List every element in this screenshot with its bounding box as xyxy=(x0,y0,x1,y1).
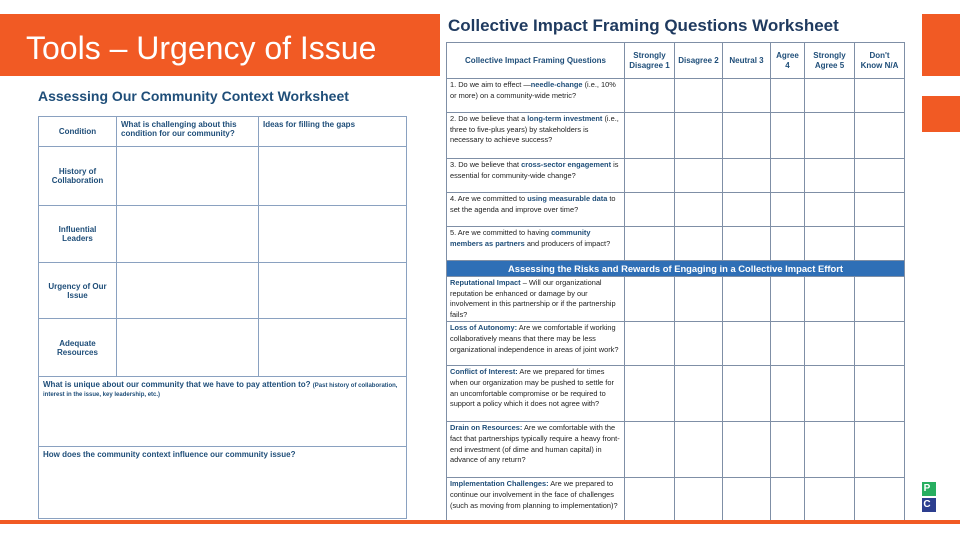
table-row xyxy=(447,79,905,113)
logo-bottom-block: C xyxy=(918,498,936,512)
table-row xyxy=(447,478,905,520)
table-row xyxy=(447,227,905,261)
header-agree: Agree 4 xyxy=(771,43,805,79)
table-row xyxy=(39,206,407,263)
table-row xyxy=(447,113,905,159)
header-ideas: Ideas for filling the gaps xyxy=(259,117,407,147)
table-cell xyxy=(117,206,259,263)
risk-cell: Loss of Autonomy: Are we comfortable if working collaboratively means that there may be less organizational independence in areas of joint work? xyxy=(447,322,625,366)
framing-questions-worksheet xyxy=(440,2,922,520)
slide-bottom-accent xyxy=(0,520,960,524)
table-row xyxy=(447,277,905,322)
header-strongly-disagree: Strongly Disagree 1 xyxy=(625,43,675,79)
header-dont-know: Don't Know N/A xyxy=(855,43,905,79)
question-cell: 4. Are we committed to using measurable data to set the agenda and improve over time? xyxy=(447,193,625,227)
row-label: Urgency of Our Issue xyxy=(39,263,117,319)
question-unique xyxy=(39,377,407,447)
table-cell xyxy=(259,206,407,263)
question-unique-text: What is unique about our community that we have to pay attention to? xyxy=(43,380,311,389)
table-row xyxy=(39,319,407,377)
framing-questions-table xyxy=(446,42,905,520)
logo-top-block: P xyxy=(918,482,936,496)
framing-questions-title: Collective Impact Framing Questions Worksheet xyxy=(448,16,839,35)
table-row xyxy=(39,147,407,206)
row-label: Influential Leaders xyxy=(39,206,117,263)
question-cell: 3. Do we believe that cross-sector engagement is essential for community-wide change? xyxy=(447,159,625,193)
table-cell xyxy=(259,319,407,377)
header-disagree: Disagree 2 xyxy=(675,43,723,79)
community-context-table xyxy=(38,116,407,519)
table-cell xyxy=(117,319,259,377)
table-row xyxy=(447,422,905,478)
table-row xyxy=(39,447,407,519)
risks-section-title: Assessing the Risks and Rewards of Engaging in a Collective Impact Effort xyxy=(447,261,905,277)
table-cell xyxy=(259,147,407,206)
table-row xyxy=(447,193,905,227)
question-unique-note: (Past history of collaboration, interest in the issue, key leadership, etc.) xyxy=(43,383,398,398)
header-framing-questions: Collective Impact Framing Questions xyxy=(447,43,625,79)
table-cell xyxy=(117,147,259,206)
community-context-title: Assessing Our Community Context Worksheet xyxy=(38,88,349,104)
row-label: History of Collaboration xyxy=(39,147,117,206)
risk-cell: Reputational Impact – Will our organizational reputation be enhanced or damage by our involvement in this partnership or if the partnership fails? xyxy=(447,277,625,322)
table-row xyxy=(447,366,905,422)
header-strongly-agree: Strongly Agree 5 xyxy=(805,43,855,79)
table-cell xyxy=(259,263,407,319)
header-neutral: Neutral 3 xyxy=(723,43,771,79)
question-influence: How does the community context influence our community issue? xyxy=(39,447,407,519)
community-context-worksheet xyxy=(34,80,412,518)
table-row xyxy=(39,377,407,447)
risk-cell: Conflict of Interest: Are we prepared for times when our organization may be pushed to settle for an uncomfortable compromise or be required to support a policy which it does not agree with? xyxy=(447,366,625,422)
section-band-row xyxy=(447,261,905,277)
header-challenge: What is challenging about this condition for our community? xyxy=(117,117,259,147)
question-cell: 5. Are we committed to having community members as partners and producers of impact? xyxy=(447,227,625,261)
slide-title: Tools – Urgency of Issue xyxy=(26,30,377,66)
table-header-row xyxy=(39,117,407,147)
table-row xyxy=(447,159,905,193)
table-header-row xyxy=(447,43,905,79)
question-cell: 2. Do we believe that a long-term investment (i.e., three to five-plus years) by stakeholders is necessary to achieve success? xyxy=(447,113,625,159)
table-row xyxy=(39,263,407,319)
header-condition: Condition xyxy=(39,117,117,147)
risk-cell: Implementation Challenges: Are we prepared to continue our involvement in the face of challenges (such as moving from planning to implementation)? xyxy=(447,478,625,520)
table-cell xyxy=(117,263,259,319)
risk-cell: Drain on Resources: Are we comfortable with the fact that partnerships typically require a heavy front-end investment (of dime and human capital) in advance of any return? xyxy=(447,422,625,478)
row-label: Adequate Resources xyxy=(39,319,117,377)
question-cell: 1. Do we aim to effect —needle-change (i.e., 10% or more) on a community-wide metric? xyxy=(447,79,625,113)
table-row xyxy=(447,322,905,366)
